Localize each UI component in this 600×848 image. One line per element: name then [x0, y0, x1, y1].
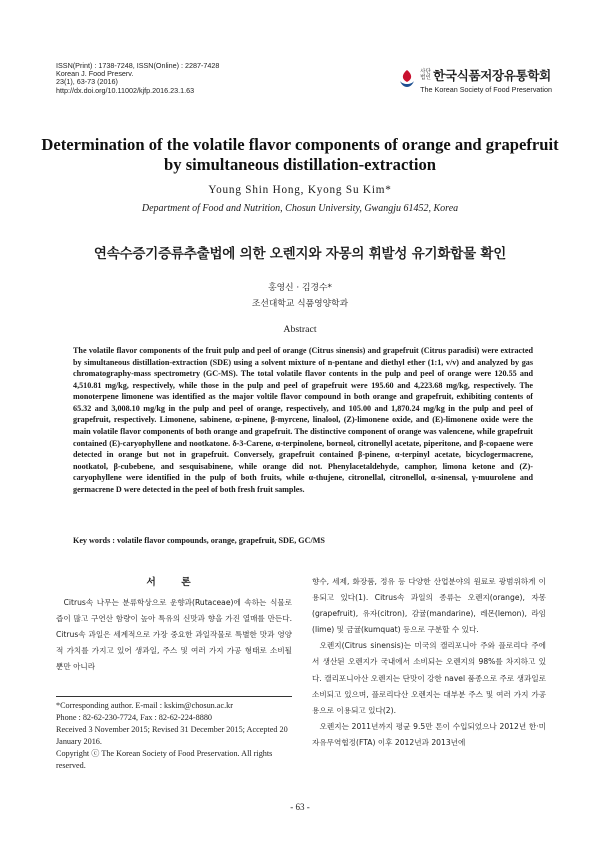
korean-authors: 홍영신 · 김경수*: [268, 283, 332, 293]
left-column: [56, 574, 292, 675]
society-header: [398, 66, 552, 94]
footnote: [56, 700, 292, 772]
society-logo-icon: [398, 69, 416, 91]
page-number: - 63 -: [290, 802, 310, 812]
abstract-text: The volatile flavor components of the fruit pulp and peel of orange (Citrus sinensis) and grapefruit (Citrus paradisi) were extracted by simultaneous distillation-extraction (SDE) using a solvent mixture of n-pentane and diethyl ether (1:1, v/v) and analyzed by gas chromatography-mass spectrometry (GC-MS). The total volatile flavor contents in the pulp and peel of orange were 120.55 and 4,510.81 mg/kg, respectively, while those in the pulp and peel of grapefruit were 195.60 and 4,223.68 mg/kg, respectively. The monoterpene limonene was identified as the major voltile flavor compound in both orange and grapefruit, exhibiting contents of 65.32 and 3,008.10 mg/kg in the pulp and peel of orange, respectively, and 105.00 and 1,870.24 mg/kg in the pulp and peel of grapefruit, respectively. Limonene, sabinene, α-pinene, β-myrcene, linalool, (Z)-limonene oxide, and (E)-limonene oxide were the main volatile flavor components of both orange and grapefruit. The distinctive component of orange was valencene, while grapefruit contained (E)-caryophyllene and nootkatone. δ-3-Carene, α-terpinolene, borneol, citronellyl acetate, piperitone, and β-copaene were detected in orange but not in grapefruit. Conversely, grapefruit contained β-pinene, α-terpinyl acetate, bicyclogermacrene, nootkatol, β-cubebene, and sesquisabinene, while orange did not. Phenylacetaldehyde, camphor, limona ketone and (Z)-caryophyllene were identified in the pulp of both fruits, while α-thujene, citronellal, citronellol, α-sinensal, γ-muurolene and germacrene D were detected in the peel of both fresh fruit samples.: [73, 346, 533, 494]
received-dates: Received 3 November 2015; Revised 31 December 2015; Accepted 20 January 2016.: [56, 725, 288, 746]
intro-paragraph: Citrus속 나무는 분류학상으로 운향과(Rutaceae)에 속하는 식물로 즙이 많고 구연산 함량이 높아 특유의 신맛과 향을 가진 열매를 만든다. Citrus속 과일은 세계적으로 가장 중요한 과일작물로 특별한 맛과 영양적 가치를 가지고 있어 생과일, 주스 및 여러 가지 가공 형태로 소비될 뿐만 아니라: [56, 598, 292, 672]
korean-affiliation: 조선대학교 식품영양학과: [251, 299, 349, 309]
journal-meta: [56, 62, 219, 95]
society-prefix: 사단 법인: [420, 69, 431, 81]
korean-title: 연속수증기증류추출법에 의한 오렌지와 자몽의 휘발성 유기화합물 확인: [93, 246, 507, 262]
abstract-heading: Abstract: [283, 324, 317, 335]
society-korean-name: 한국식품저장유통학회: [433, 68, 551, 83]
section-heading-introduction: 서 론: [146, 577, 202, 588]
right-column: [312, 574, 546, 751]
body-paragraph-2: 오렌지(Citrus sinensis)는 미국의 캘리포니아 주와 플로리다 주에서 생산된 오렌지가 국내에서 소비되는 오렌지의 98%를 차지하고 있다. 캘리포니아산 오렌지는 단맛이 강한 navel 품종으로 주로 생과일로 소비되고 있으며, 플로리다산 오렌지는 대부분 주스 및 여러 가지 가공용으로 이용되고 있다(2).: [312, 641, 546, 715]
body-paragraph-1: 향수, 세제, 화장품, 정유 등 다양한 산업분야의 원료로 광범위하게 이용되고 있다(1). Citrus속 과일의 종류는 오렌지(orange), 자몽(grapefruit), 유자(citron), 감귤(mandarine), 레몬(lemon), 라임(lime) 및 금귤(kumquat) 등으로 구분할 수 있다.: [312, 577, 546, 635]
footnote-divider: [56, 696, 292, 697]
copyright-notice: Copyright ⓒ The Korean Society of Food Preservation. All rights reserved.: [56, 749, 273, 770]
journal-name: Korean J. Food Preserv.: [56, 69, 134, 79]
doi-line: http://dx.doi.org/10.11002/kjfp.2016.23.1.63: [56, 85, 195, 95]
issn-line: ISSN(Print) : 1738-7248, ISSN(Online) : 2287-7428: [56, 61, 220, 70]
body-paragraph-3: 오렌지는 2011년까지 평균 9.5만 톤이 수입되었으나 2012년 한·미 자유무역협정(FTA) 이후 2012년과 2013년에: [312, 721, 546, 747]
paper-affiliation: Department of Food and Nutrition, Chosun University, Gwangju 61452, Korea: [141, 203, 459, 214]
corresponding-author: *Corresponding author. E-mail : kskim@chosun.ac.kr: [56, 701, 233, 710]
keywords: Key words : volatile flavor compounds, orange, grapefruit, SDE, GC/MS: [73, 536, 325, 545]
paper-title: Determination of the volatile flavor components of orange and grapefruit by simultaneous distillation-extraction: [41, 135, 559, 174]
paper-authors: Young Shin Hong, Kyong Su Kim*: [208, 184, 392, 196]
society-english-name: The Korean Society of Food Preservation: [420, 85, 552, 94]
volume-line: 23(1), 63-73 (2016): [56, 77, 118, 87]
contact-phone: Phone : 82-62-230-7724, Fax : 82-62-224-8880: [56, 713, 213, 722]
